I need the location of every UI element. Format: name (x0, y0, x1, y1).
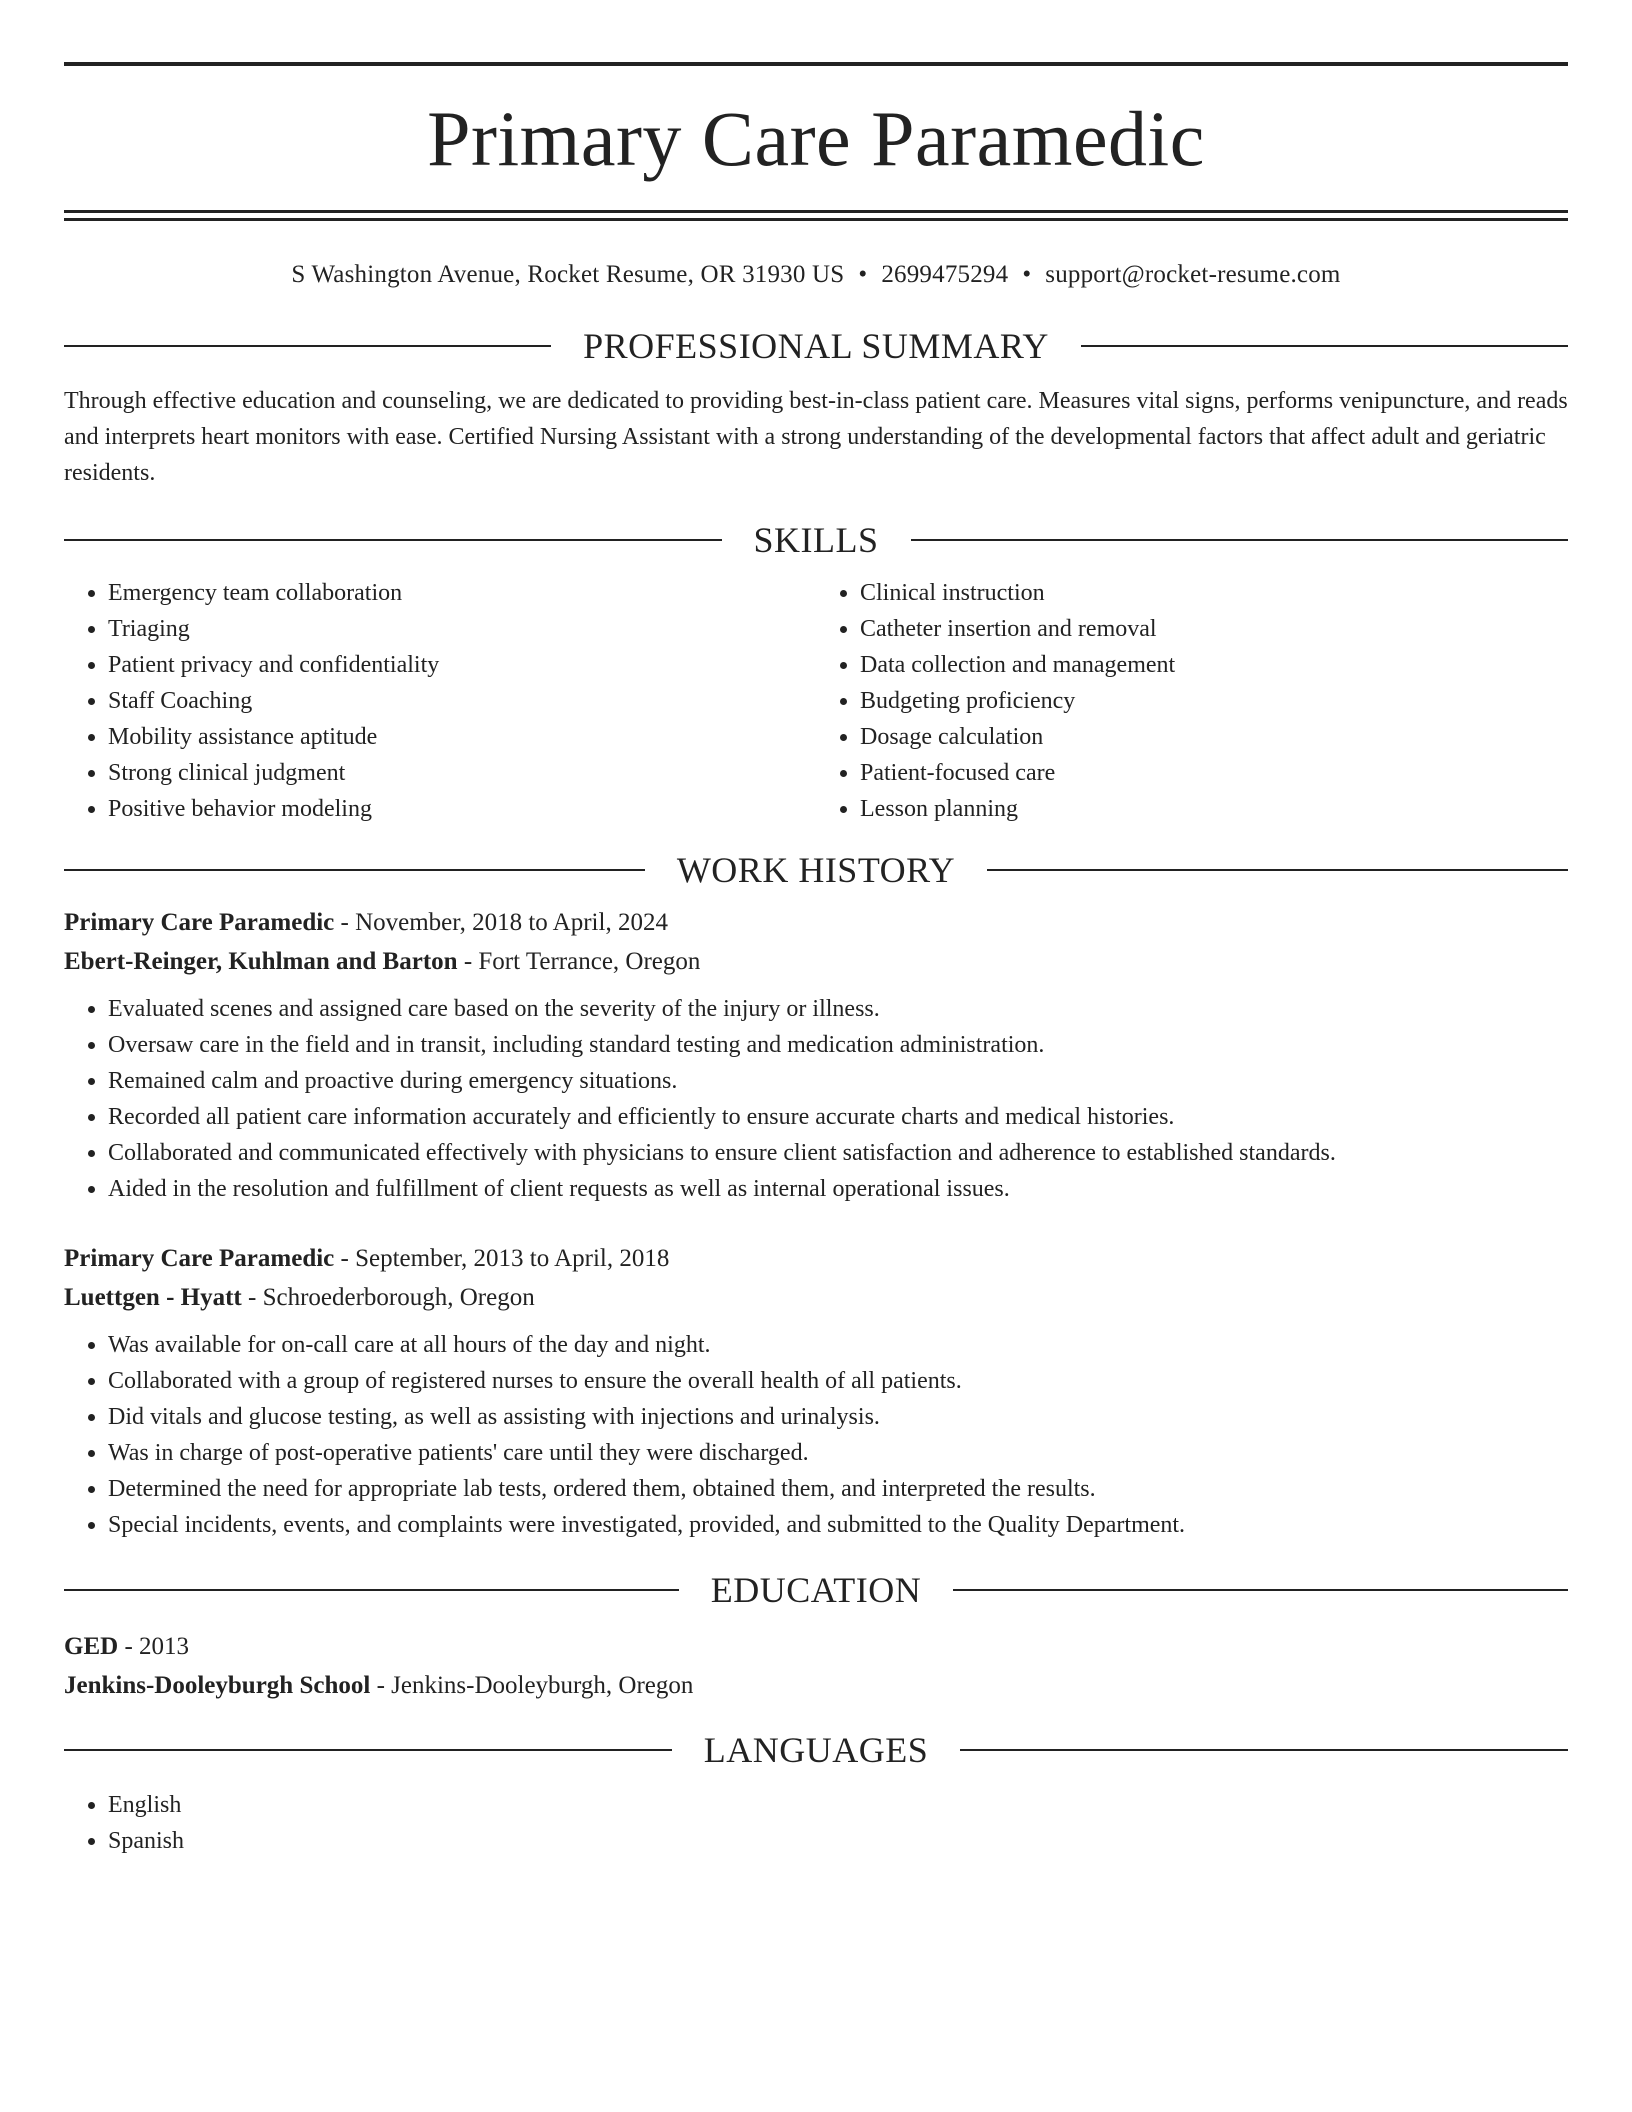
job-bullet: • Did vitals and glucose testing, as well as assisting with injections and urinalysis. (108, 1399, 1568, 1435)
job-dates: - November, 2018 to April, 2024 (334, 909, 668, 936)
header-bottom-rule (64, 210, 1568, 213)
heading-rule (64, 539, 722, 541)
skill-item: • Emergency team collaboration (108, 575, 816, 611)
skill-item: • Strong clinical judgment (108, 755, 816, 791)
heading-rule (953, 1589, 1568, 1591)
skill-item: • Patient-focused care (860, 755, 1568, 791)
language-item: • Spanish (108, 1823, 1568, 1859)
resume-page (64, 62, 1568, 1859)
heading-rule (1081, 345, 1568, 347)
section-heading-skills (64, 515, 1568, 565)
heading-rule (960, 1749, 1568, 1751)
section-heading-languages (64, 1725, 1568, 1775)
skill-item: • Clinical instruction (860, 575, 1568, 611)
skills-columns (64, 575, 1568, 827)
job-bullet: • Remained calm and proactive during emergency situations. (108, 1063, 1568, 1099)
job-role: Primary Care Paramedic (64, 1245, 335, 1272)
contact-phone: 2699475294 (881, 261, 1009, 288)
heading-rule (64, 345, 551, 347)
job-bullet: • Special incidents, events, and complaints were investigated, provided, and submitted to the Quality Department. (108, 1507, 1568, 1543)
header-bottom-rule-2 (64, 218, 1568, 221)
job-bullet: • Determined the need for appropriate lab tests, ordered them, obtained them, and interpreted the results. (108, 1471, 1568, 1507)
skills-list-left (64, 575, 816, 827)
job-bullet: • Was available for on-call care at all hours of the day and night. (108, 1327, 1568, 1363)
job-bullet: • Collaborated with a group of registered nurses to ensure the overall health of all patients. (108, 1363, 1568, 1399)
heading-rule (64, 869, 645, 871)
education-year: - 2013 (118, 1633, 190, 1660)
heading-rule (987, 869, 1568, 871)
contact-separator: • (858, 261, 868, 288)
section-heading-work (64, 845, 1568, 895)
skill-item: • Budgeting proficiency (860, 683, 1568, 719)
job-company-line (64, 1278, 1568, 1317)
job-dates: - September, 2013 to April, 2018 (334, 1245, 670, 1272)
education-entry (64, 1627, 1568, 1705)
education-school: Jenkins-Dooleyburgh School (64, 1672, 371, 1699)
job-location: - Fort Terrance, Oregon (457, 948, 701, 975)
heading-rule (911, 539, 1569, 541)
heading-rule (64, 1589, 679, 1591)
section-title: EDUCATION (710, 1570, 922, 1610)
languages-list (64, 1787, 1568, 1859)
job-bullet: • Aided in the resolution and fulfillment of client requests as well as internal operational issues. (108, 1171, 1568, 1207)
contact-address: S Washington Avenue, Rocket Resume, OR 31930 US (291, 261, 845, 288)
summary-text: Through effective education and counseling, we are dedicated to providing best-in-class patient care. Measures vital signs, performs venipuncture, and reads and interprets heart monitors with ease. Certified Nursing Assistant with a strong understanding of the developmental factors that affect adult and geriatric residents. (64, 388, 1568, 486)
candidate-name: Primary Care Paramedic (427, 95, 1205, 182)
skill-item: • Positive behavior modeling (108, 791, 816, 827)
job-company: Luettgen - Hyatt (64, 1284, 242, 1311)
language-item: • English (108, 1787, 1568, 1823)
education-location: - Jenkins-Dooleyburgh, Oregon (370, 1672, 694, 1699)
skill-item: • Mobility assistance aptitude (108, 719, 816, 755)
skill-item: • Catheter insertion and removal (860, 611, 1568, 647)
job-company: Ebert-Reinger, Kuhlman and Barton (64, 948, 458, 975)
job-bullets (64, 1327, 1568, 1543)
heading-rule (64, 1749, 672, 1751)
job-entry (64, 1239, 1568, 1543)
skill-item: • Dosage calculation (860, 719, 1568, 755)
skill-item: • Staff Coaching (108, 683, 816, 719)
contact-line (64, 261, 1568, 289)
education-degree: GED (64, 1633, 119, 1660)
job-title-line (64, 903, 1568, 942)
skill-item: • Patient privacy and confidentiality (108, 647, 816, 683)
contact-email: support@rocket-resume.com (1045, 261, 1341, 288)
header-top-rule (64, 62, 1568, 66)
contact-separator: • (1022, 261, 1032, 288)
job-role: Primary Care Paramedic (64, 909, 335, 936)
section-title: PROFESSIONAL SUMMARY (583, 326, 1049, 366)
job-bullet: • Was in charge of post-operative patients' care until they were discharged. (108, 1435, 1568, 1471)
section-heading-education (64, 1565, 1568, 1615)
section-title: SKILLS (753, 520, 879, 560)
skill-item: • Data collection and management (860, 647, 1568, 683)
section-title: WORK HISTORY (676, 850, 956, 890)
section-heading-summary (64, 321, 1568, 371)
skills-list-right (816, 575, 1568, 827)
job-bullets (64, 991, 1568, 1207)
education-degree-line (64, 1627, 1568, 1666)
job-bullet: • Evaluated scenes and assigned care based on the severity of the injury or illness. (108, 991, 1568, 1027)
job-company-line (64, 942, 1568, 981)
skill-item: • Triaging (108, 611, 816, 647)
education-school-line (64, 1666, 1568, 1705)
job-title-line (64, 1239, 1568, 1278)
job-location: - Schroederborough, Oregon (241, 1284, 535, 1311)
job-entry (64, 903, 1568, 1207)
job-bullet: • Oversaw care in the field and in transit, including standard testing and medication administration. (108, 1027, 1568, 1063)
job-bullet: • Recorded all patient care information accurately and efficiently to ensure accurate charts and medical histories. (108, 1099, 1568, 1135)
skill-item: • Lesson planning (860, 791, 1568, 827)
job-bullet: • Collaborated and communicated effectively with physicians to ensure client satisfaction and adherence to established standards. (108, 1135, 1568, 1171)
section-title: LANGUAGES (703, 1730, 929, 1770)
